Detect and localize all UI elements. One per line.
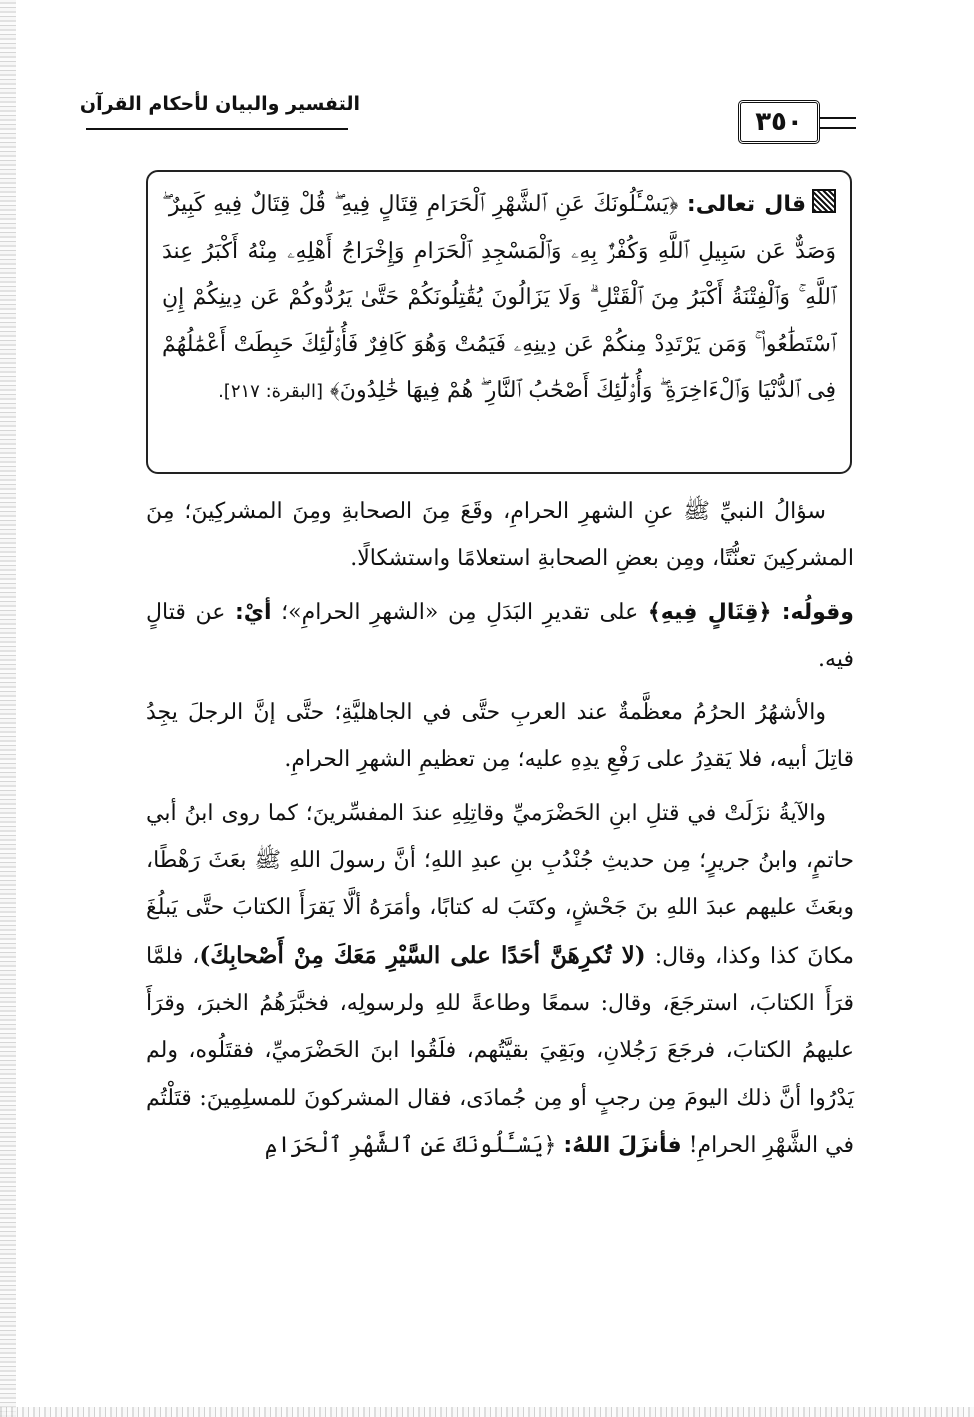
verse-marker-icon <box>812 189 836 213</box>
paragraph-4-start: والآيةُ نزَلَتْ في قتلِ ابنِ الحَضْرَميِّ وقاتِلِهِ عندَ المفسِّرينَ؛ كما روى ابنُ أبي حاتمٍ، وابنُ جريرٍ؛ مِن حديثِ جُنْدُبِ بنِ عبدِ اللهِ؛ أنَّ رسولَ اللهِ ﷺ بعَثَ رَهْطًا، وبعَثَ عليهم عبدَ اللهِ بنَ جَحْشٍ، وكتَبَ له كتابًا، وأمَرَهُ ألَّا يَقرَأَ الكتابَ حتَّى يَبلُغَ مكانَ كذا وكذا، وقال: <box>146 800 854 969</box>
paragraph-2 <box>146 589 854 684</box>
paragraph-1: سؤالُ النبيِّ ﷺ عنِ الشهرِ الحرامِ، وقَعَ مِنَ الصحابةِ ومِنَ المشركِينَ؛ مِنَ المشركِينَ تعنُّتًا، ومِن بعضِ الصحابةِ استعلامًا واستشكالًا. <box>146 499 854 572</box>
paragraph-2-ay: أيْ: <box>235 599 272 625</box>
scan-edge-bottom <box>0 1407 974 1417</box>
hadith-quote: (لا تُكرِهَنَّ أحَدًا على السَّيْرِ مَعَكَ مِنْ أَصْحابِكَ) <box>199 941 646 969</box>
paragraph-4-fa: فأنزَلَ اللهُ: <box>563 1132 682 1158</box>
body-text <box>146 488 854 1175</box>
paragraph-2-end: عن قتالٍ فيه. <box>146 599 854 672</box>
book-title: التفسير والبيان لأحكام القرآن <box>79 93 360 115</box>
page-number: ٣٥٠ <box>738 100 820 144</box>
paragraph-4-verse: ﴿يَسْـَٔلُونَكَ عَنِ ٱلشَّهْرِ ٱلْحَرَامِ <box>264 1132 557 1158</box>
verse-box <box>146 170 852 474</box>
verse-text: ﴿يَسْـَٔلُونَكَ عَنِ ٱلشَّهْرِ ٱلْحَرَامِ قِتَالٍ فِيهِ ۖ قُلْ قِتَالٌ فِيهِ كَبِيرٌ ۖ وَصَدٌّ عَن سَبِيلِ ٱللَّهِ وَكُفْرٌۢ بِهِۦ وَٱلْمَسْجِدِ ٱلْحَرَامِ وَإِخْرَاجُ أَهْلِهِۦ مِنْهُ أَكْبَرُ عِندَ ٱللَّهِ ۚ وَٱلْفِتْنَةُ أَكْبَرُ مِنَ ٱلْقَتْلِ ۗ وَلَا يَزَالُونَ يُقَٰتِلُونَكُمْ حَتَّىٰ يَرُدُّوكُمْ عَن دِينِكُمْ إِنِ ٱسْتَطَٰعُوا۟ ۚ وَمَن يَرْتَدِدْ مِنكُمْ عَن دِينِهِۦ فَيَمُتْ وَهُوَ كَافِرٌ فَأُو۟لَٰٓئِكَ حَبِطَتْ أَعْمَٰلُهُمْ فِى ٱلدُّنْيَا وَٱلْءَاخِرَةِ ۖ وَأُو۟لَٰٓئِكَ أَصْحَٰبُ ٱلنَّارِ ۖ هُمْ فِيهَا خَٰلِدُونَ﴾ <box>162 192 836 403</box>
verse-intro: قال تعالى: <box>686 192 806 217</box>
header-rule-lower <box>820 127 856 129</box>
header-underline <box>86 128 348 130</box>
paragraph-2-body: على تقديرِ البَدَلِ مِن «الشهرِ الحرامِ»؛ <box>281 599 639 625</box>
paragraph-4 <box>146 790 854 1169</box>
header-rule-upper <box>820 117 856 119</box>
paragraph-4-mid: ، فلمَّا قرَأَ الكتابَ، استرجَعَ، وقال: سمعًا وطاعةً للهِ ولرسولِه، فخبَّرَهُمُ الخبرَ، وقرَأَ عليهمُ الكتابَ، فرجَعَ رَجُلانِ، وبَقِيَ بقيَّتُهم، فلَقُوا ابنَ الحَضْرَميِّ، فقتَلُوه، ولم يَدْرُوا أنَّ ذلك اليومَ مِن رجبٍ أو مِن جُمادَى، فقال المشركونَ للمسلِمِينَ: قتَلْتُم في الشَّهْرِ الحرامِ! <box>146 943 854 1158</box>
verse-reference: [البقرة: ٢١٧]. <box>218 381 324 402</box>
paragraph-3: والأشهُرُ الحرُمُ معظَّمةٌ عند العربِ حتَّى في الجاهليَّةِ؛ حتَّى إنَّ الرجلَ يجِدُ قاتِلَ أبيه، فلا يَقدِرُ على رَفْعِ يدِهِ عليه؛ مِن تعظيمِ الشهرِ الحرامِ. <box>146 700 854 773</box>
scan-edge-left <box>0 0 16 1417</box>
paragraph-2-lead: وقولُه: ﴿قِتَالٍ فِيهِ﴾ <box>647 599 854 625</box>
